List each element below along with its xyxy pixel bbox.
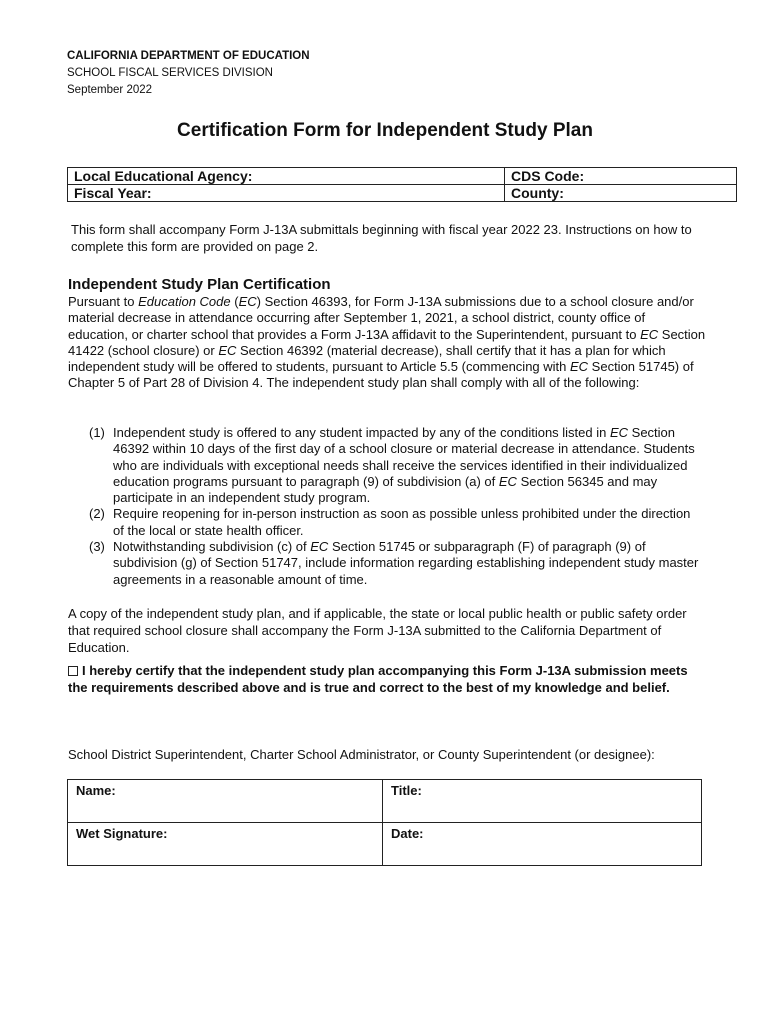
cds-code-label: CDS Code:: [511, 168, 585, 184]
para-text: Section 41422 (school closure) or: [68, 326, 706, 358]
lea-label: Local Educational Agency:: [74, 168, 253, 184]
list-item: [89, 506, 703, 539]
agency-info-table: [67, 167, 737, 202]
para-text: ) Section 46393, for Form J-13A submissions due to a school closure and/or material decrease in attendance occurring after September 1, 2021, a school district, county office of education, or charter school that provides a Form J-13A affidavit to the Superintendent, pursuant to: [68, 294, 694, 342]
para-text: Pursuant to: [68, 294, 139, 309]
certify-checkbox[interactable]: [68, 666, 78, 676]
ec-abbrev: EC: [570, 359, 589, 375]
item-number: (2): [89, 506, 105, 522]
item-text: Section 46392 within 10 days of the first day of a school closure or material decrease in attendance. Students who are individuals with exceptional needs shall receive the services identified in their individualized education programs pursuant to paragraph (9) of subdivision (a) of: [113, 425, 695, 489]
item-text: Section 56345 and may participate in an independent study program.: [113, 473, 658, 506]
fiscal-year-label: Fiscal Year:: [74, 185, 152, 201]
certification-text: I hereby certify that the independent study plan accompanying this Form J-13A submission meets the requirements described above and is true and correct to the best of my knowledge and belief.: [68, 663, 688, 695]
para-text: Section 51745) of Chapter 5 of Part 28 of Division 4. The independent study plan shall comply with all of the following:: [68, 359, 694, 391]
item-text: Require reopening for in-person instruction as soon as possible unless prohibited under the direction of the local or state health officer.: [113, 506, 691, 538]
item-number: (3): [89, 539, 105, 555]
education-code-term: Education Code: [138, 294, 231, 309]
intro-text: This form shall accompany Form J-13A submittals beginning with fiscal year 2022 23. Instructions on how to complete this form are provided on page 2.: [71, 222, 692, 254]
item-text: Notwithstanding subdivision (c) of: [113, 539, 311, 555]
para-text: Section 46392 (material decrease), shall certify that it has a plan for which independent study will be offered to students, pursuant to Article 5.5 (commencing with: [68, 342, 666, 375]
name-field[interactable]: [68, 780, 383, 823]
ec-abbrev: EC: [498, 473, 517, 489]
fiscal-year-field[interactable]: [68, 185, 505, 202]
item-text: Section 51745 or subparagraph (F) of paragraph (9) of subdivision (g) of Section 51747, include information regarding establishing independent study master agreements in a reasonable amount of time.: [113, 539, 699, 587]
requirements-list: [89, 425, 703, 588]
document-date: September 2022: [67, 84, 153, 96]
ec-abbrev: EC: [238, 294, 257, 309]
document-header: [67, 48, 310, 99]
item-text: Independent study is offered to any student impacted by any of the conditions listed in: [113, 425, 610, 440]
department-name: CALIFORNIA DEPARTMENT OF EDUCATION: [67, 50, 310, 62]
para-text: (: [230, 294, 239, 309]
list-item: [89, 539, 703, 588]
ec-abbrev: EC: [310, 539, 329, 555]
cds-code-field[interactable]: [505, 168, 737, 185]
date-field[interactable]: [383, 823, 702, 866]
signature-table: [67, 779, 702, 866]
signature-field[interactable]: [68, 823, 383, 866]
county-label: County:: [511, 185, 564, 201]
section-heading: Independent Study Plan Certification: [68, 276, 331, 293]
date-label: Date:: [391, 826, 424, 841]
list-item: [89, 425, 703, 506]
item-number: (1): [89, 425, 105, 440]
signature-label: Wet Signature:: [76, 826, 168, 841]
certification-paragraph: [68, 294, 708, 392]
title-field[interactable]: [383, 780, 702, 823]
copy-requirement-paragraph: A copy of the independent study plan, and if applicable, the state or local public health or public safety order that required school closure shall accompany the Form J-13A submitted to the California Department of Education.: [68, 606, 687, 655]
ec-abbrev: EC: [609, 425, 629, 440]
lea-field[interactable]: [68, 168, 505, 185]
page-title: Certification Form for Independent Study Plan: [177, 120, 593, 141]
title-label: Title:: [391, 783, 422, 798]
certification-statement: [68, 663, 708, 696]
superintendent-line: School District Superintendent, Charter School Administrator, or County Superintendent (or designee):: [68, 747, 655, 762]
ec-abbrev: EC: [640, 326, 659, 342]
name-label: Name:: [76, 783, 116, 798]
county-field[interactable]: [505, 185, 737, 202]
ec-abbrev: EC: [218, 342, 237, 358]
division-name: SCHOOL FISCAL SERVICES DIVISION: [67, 67, 273, 79]
